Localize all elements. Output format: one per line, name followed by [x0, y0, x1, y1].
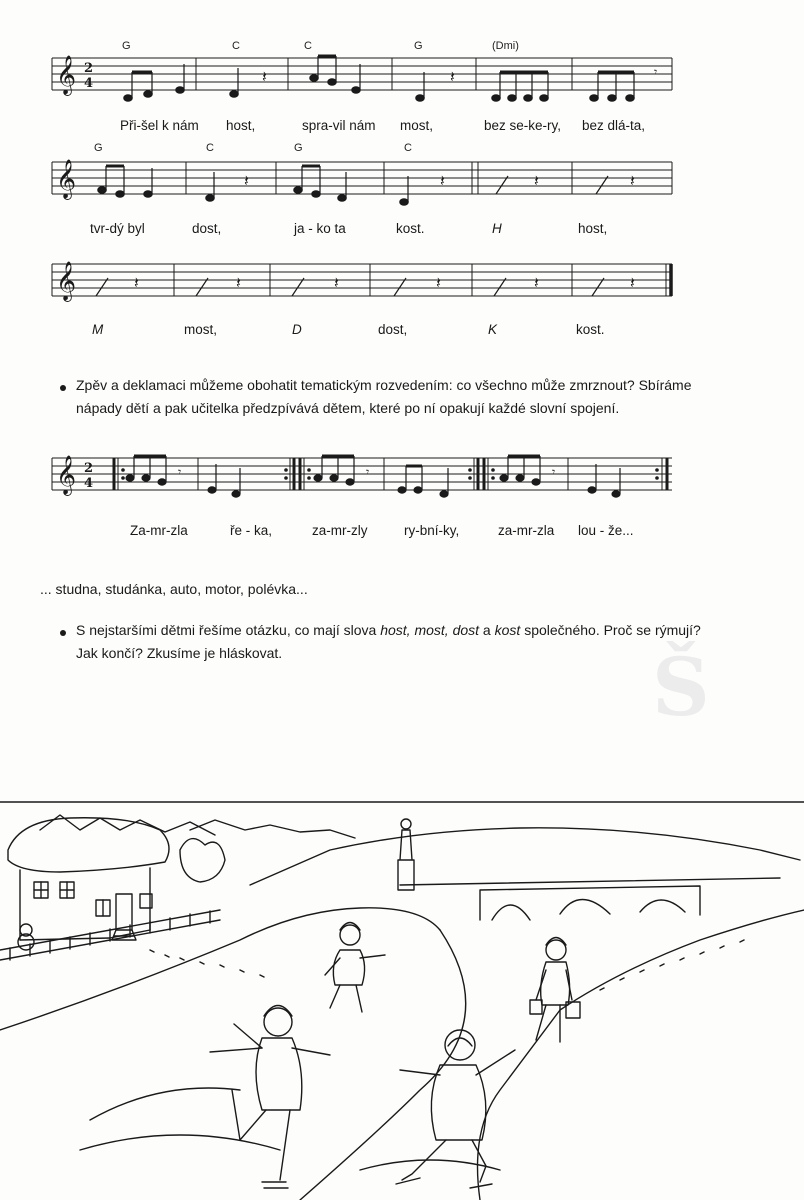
svg-text:𝄽: 𝄽 [244, 171, 249, 190]
svg-text:𝄞: 𝄞 [56, 261, 77, 301]
chord: C [404, 142, 412, 154]
chord: C [304, 40, 312, 52]
lyric: kost. [396, 221, 425, 236]
winter-scene-illustration [0, 790, 804, 1200]
svg-text:𝄽: 𝄽 [630, 273, 635, 292]
svg-text:2: 2 [84, 61, 94, 76]
lyric: kost. [576, 322, 605, 337]
music-staff-3 [0, 258, 804, 318]
lyric: most, [184, 322, 218, 337]
svg-text:𝄽: 𝄽 [450, 67, 455, 86]
music-staff-1 [0, 52, 804, 112]
svg-text:𝄽: 𝄽 [236, 273, 241, 292]
chord: G [94, 142, 103, 154]
emphasis-words: host, most, dost [380, 622, 480, 638]
lyric: za-mr-zly [312, 523, 368, 538]
examples-line: ... studna, studánka, auto, motor, polévka... [40, 581, 308, 597]
paragraph-line: nápady dětí a pak učitelka předzpívává dětem, které po ní opakují každé slovní spojení. [76, 400, 620, 416]
lyric-letter: H [492, 221, 502, 236]
svg-text:𝄞: 𝄞 [56, 159, 77, 199]
lyric: tvr-dý byl [90, 221, 145, 236]
chord: G [414, 40, 423, 52]
svg-text:𝄽: 𝄽 [630, 171, 635, 190]
chord: C [232, 40, 240, 52]
lyric: ry-bní-ky, [404, 523, 460, 538]
chord: G [122, 40, 131, 52]
svg-text:𝄽: 𝄽 [436, 273, 441, 292]
lyric: host, [578, 221, 608, 236]
lyric: Při-šel k nám [120, 118, 199, 133]
svg-text:𝄽: 𝄽 [262, 67, 267, 86]
lyric: bez se-ke-ry, [484, 118, 562, 133]
bullet-icon [60, 385, 66, 391]
paragraph-seg: S nejstaršími dětmi řešíme otázku, co mají slova [76, 622, 381, 638]
lyric: ře - ka, [230, 523, 273, 538]
lyric: Za-mr-zla [130, 523, 188, 538]
svg-text:𝄾: 𝄾 [178, 465, 182, 479]
music-staff-4 [0, 452, 804, 512]
emphasis-words: kost [494, 622, 521, 638]
svg-text:𝄞: 𝄞 [56, 55, 77, 95]
svg-text:𝄽: 𝄽 [334, 273, 339, 292]
lyric: most, [400, 118, 434, 133]
chord: G [294, 142, 303, 154]
chord: C [206, 142, 214, 154]
paragraph-line: Zpěv a deklamaci můžeme obohatit tematickým rozvedením: co všechno může zmrznout? Sbíráme [76, 377, 692, 393]
paragraph-text [76, 619, 786, 665]
svg-text:𝄞: 𝄞 [56, 455, 77, 495]
lyric-letter: D [292, 322, 302, 337]
svg-text:2: 2 [84, 461, 94, 476]
paragraph-line [76, 619, 786, 642]
watermark-letter: Š [652, 640, 710, 734]
lyric: lou - že... [578, 523, 634, 538]
paragraph-seg: a [479, 622, 495, 638]
lyric-letter: K [488, 322, 498, 337]
svg-text:𝄽: 𝄽 [134, 273, 139, 292]
svg-text:4: 4 [84, 76, 94, 91]
svg-text:𝄾: 𝄾 [654, 65, 658, 79]
paragraph-text [76, 374, 786, 420]
svg-text:𝄾: 𝄾 [366, 465, 370, 479]
lyric: dost, [192, 221, 222, 236]
chord: (Dmi) [492, 40, 519, 52]
svg-text:𝄾: 𝄾 [552, 465, 556, 479]
lyric: bez dlá-ta, [582, 118, 646, 133]
paragraph-seg: společného. Proč se rýmují? [520, 622, 701, 638]
lyric: ja - ko ta [294, 221, 346, 236]
paragraph-line: Jak končí? Zkusíme je hláskovat. [76, 645, 283, 661]
bullet-icon [60, 630, 66, 636]
svg-text:𝄽: 𝄽 [440, 171, 445, 190]
svg-text:𝄽: 𝄽 [534, 273, 539, 292]
lyric-letter: M [92, 322, 104, 337]
lyric: za-mr-zla [498, 523, 555, 538]
lyric: spra-vil nám [302, 118, 376, 133]
svg-text:4: 4 [84, 476, 94, 491]
svg-text:𝄽: 𝄽 [534, 171, 539, 190]
lyric: host, [226, 118, 256, 133]
lyric: dost, [378, 322, 408, 337]
music-staff-2 [0, 156, 804, 216]
